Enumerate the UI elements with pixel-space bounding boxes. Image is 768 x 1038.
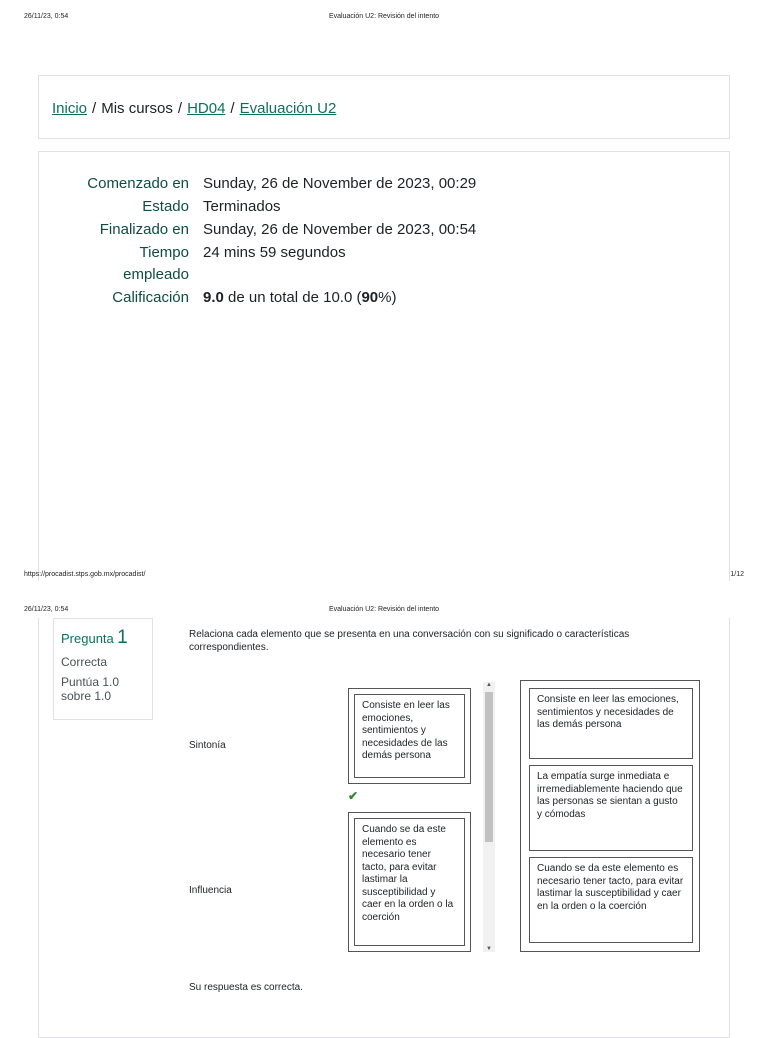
grade-score: 9.0: [203, 289, 224, 306]
breadcrumb-separator: /: [177, 100, 183, 117]
started-value: Sunday, 26 de November de 2023, 00:29: [203, 175, 477, 192]
question-points-line2: sobre 1.0: [61, 689, 112, 703]
scroll-up-arrow-icon[interactable]: ▲: [486, 682, 492, 688]
question-number: 1: [117, 627, 128, 648]
answer-dropzone-1[interactable]: [348, 688, 471, 784]
summary-row-state: [49, 196, 189, 218]
summary-row-started: [49, 173, 189, 195]
feedback-text: Su respuesta es correcta.: [189, 982, 303, 993]
print-title: Evaluación U2: Revisión del intento: [328, 13, 440, 20]
match-row-label-sintonia: Sintonía: [189, 740, 226, 751]
option-card-1[interactable]: Consiste en leer las emociones, sentimientos y necesidades de las demás persona: [529, 688, 693, 759]
option-card-2[interactable]: La empatía surge inmediata e irremediablemente haciendo que las personas se sientan a gusto y cómodas: [529, 765, 693, 851]
grade-mid-text: de un total de 10.0 (: [223, 289, 362, 306]
print-page-number: 1/12: [730, 571, 744, 578]
grade-label: Calificación: [112, 289, 189, 306]
print-url: https://procadist.stps.gob.mx/procadist/: [24, 571, 146, 578]
breadcrumb-home-link[interactable]: Inicio: [52, 100, 88, 117]
question-text: Relaciona cada elemento que se presenta en una conversación con su significado o características correspondientes.: [189, 629, 630, 653]
question-points-line1: Puntúa 1.0: [61, 675, 120, 689]
summary-row-finished: [49, 219, 189, 241]
time-label-line1: Tiempo: [139, 244, 189, 261]
options-pool: [520, 680, 700, 952]
question-label: Pregunta: [61, 631, 114, 646]
breadcrumb-quiz-link[interactable]: Evaluación U2: [239, 100, 337, 117]
question-number-line: [61, 627, 145, 649]
breadcrumb-separator: /: [230, 100, 235, 117]
question-info-panel: [53, 618, 153, 720]
summary-row-time: [49, 242, 189, 286]
scrollbar-thumb[interactable]: [485, 692, 493, 842]
breadcrumb-my-courses: Mis cursos: [101, 100, 173, 117]
state-value: Terminados: [203, 198, 281, 215]
breadcrumb-course-link[interactable]: HD04: [187, 100, 226, 117]
breadcrumb-separator: /: [92, 100, 97, 117]
summary-row-grade: [49, 287, 189, 309]
options-scrollbar[interactable]: [483, 682, 495, 952]
grade-value: [203, 287, 397, 309]
breadcrumb: [52, 100, 336, 117]
answer-dropzone-2[interactable]: [348, 812, 471, 952]
correct-check-icon: ✔: [348, 789, 359, 803]
match-row-label-influencia: Influencia: [189, 885, 232, 896]
answer-card-1[interactable]: Consiste en leer las emociones, sentimientos y necesidades de las demás persona: [354, 694, 465, 778]
answer-card-2[interactable]: Cuando se da este elemento es necesario tener tacto, para evitar lastimar la susceptibilidad y caer en la orden o la coerción: [354, 818, 465, 946]
print-title: Evaluación U2: Revisión del intento: [328, 606, 440, 613]
finished-label: Finalizado en: [99, 221, 189, 238]
grade-percent: 90: [361, 289, 379, 306]
print-date: 26/11/23, 0:54: [24, 606, 69, 613]
time-value: 24 mins 59 segundos: [203, 244, 346, 261]
state-label: Estado: [142, 198, 189, 215]
time-label-line2: empleado: [123, 266, 189, 283]
finished-value: Sunday, 26 de November de 2023, 00:54: [203, 221, 477, 238]
started-label: Comenzado en: [87, 175, 189, 192]
print-date: 26/11/23, 0:54: [24, 13, 69, 20]
scroll-down-arrow-icon[interactable]: ▼: [486, 946, 492, 952]
grade-end-text: %): [378, 289, 397, 306]
option-card-3[interactable]: Cuando se da este elemento es necesario tener tacto, para evitar lastimar la susceptibilidad y caer en la orden o la coerción: [529, 857, 693, 943]
question-state: Correcta: [61, 655, 108, 669]
